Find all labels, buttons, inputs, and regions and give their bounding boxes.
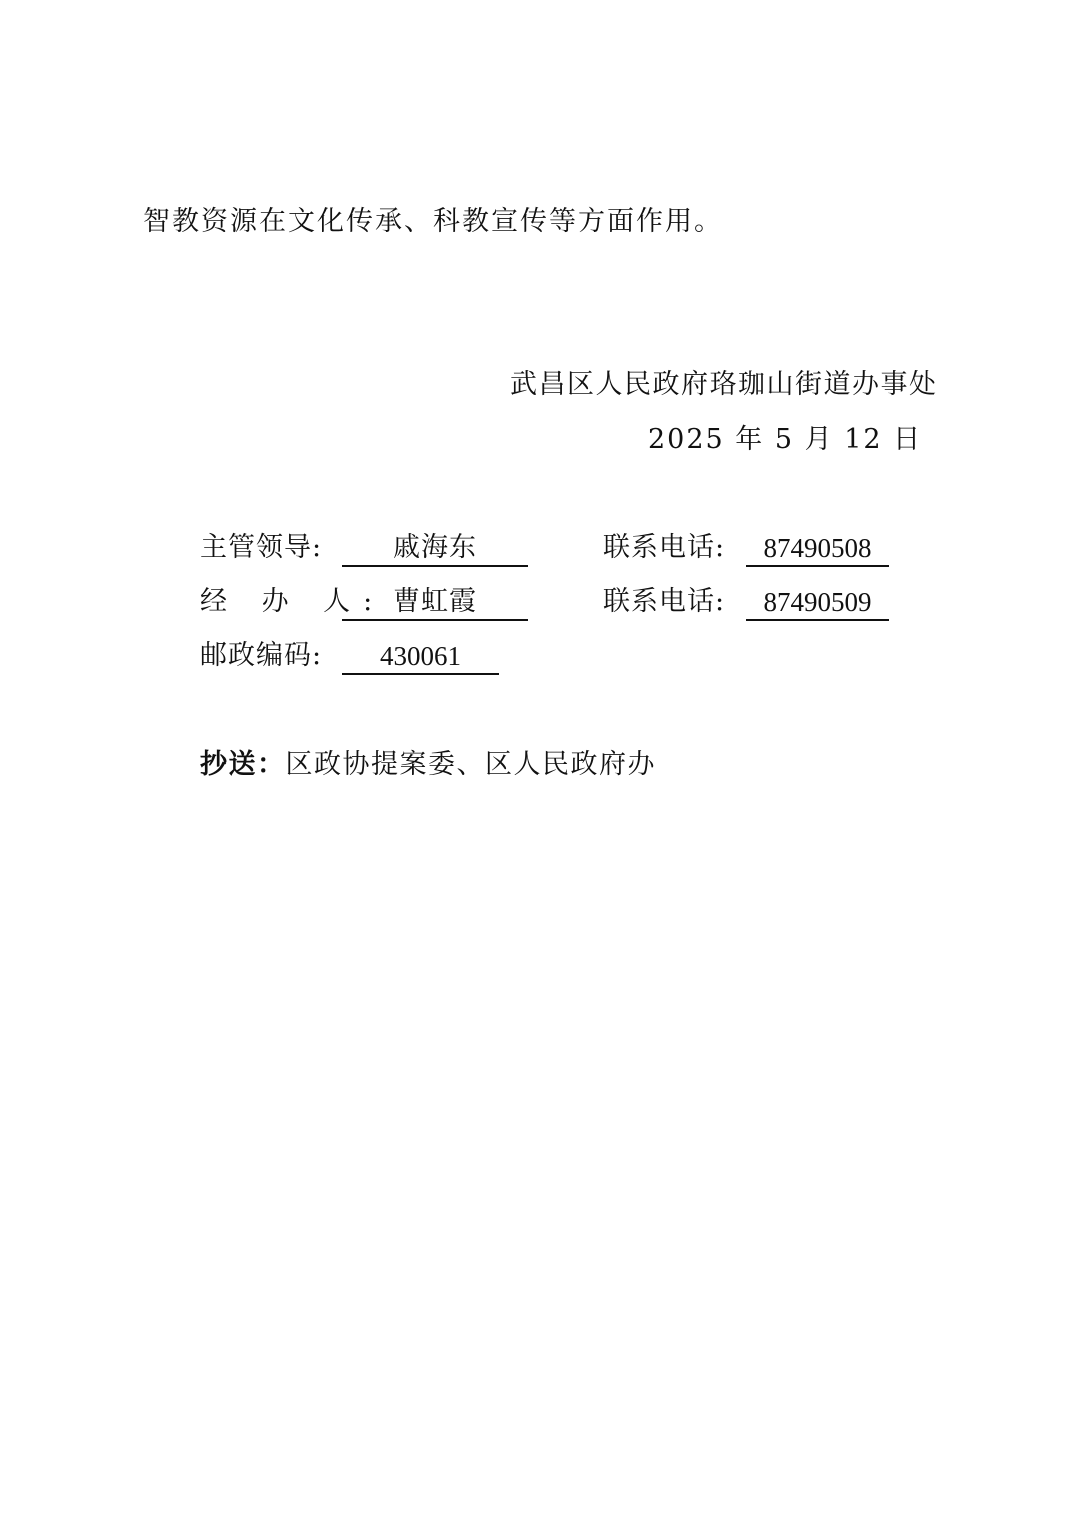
handler-phone-label: 联系电话: [603, 586, 726, 617]
supervisor-phone-label: 联系电话: [603, 532, 726, 563]
signature-date: 2025 年 5 月 12 日 [648, 424, 923, 455]
supervisor-phone: 87490508 [746, 531, 889, 567]
postal-row [0, 639, 1074, 675]
handler-name: 曹虹霞 [342, 585, 528, 621]
signature-organization: 武昌区人民政府珞珈山街道办事处 [510, 369, 938, 400]
cc-recipients: 区政协提案委、区人民政府办 [285, 749, 656, 780]
supervisor-name: 戚海东 [342, 531, 528, 567]
postal-label: 邮政编码: [200, 640, 323, 671]
handler-row [0, 585, 1074, 621]
cc-label: 抄送： [200, 749, 286, 780]
cc-line [200, 748, 656, 782]
handler-phone: 87490509 [746, 585, 889, 621]
supervisor-label: 主管领导: [200, 532, 323, 563]
body-text-tail: 智教资源在文化传承、科教宣传等方面作用。 [143, 206, 723, 237]
postal-code: 430061 [342, 639, 499, 675]
handler-label: 经 办 人: [200, 586, 386, 617]
supervisor-row [0, 531, 1074, 567]
